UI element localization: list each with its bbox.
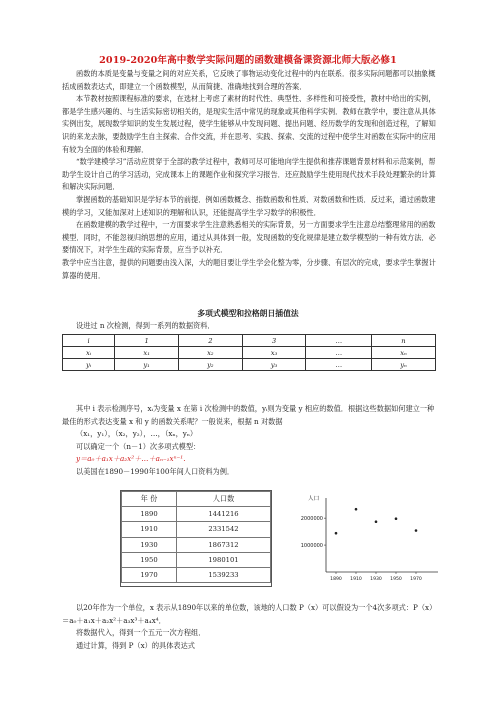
table-intro: 设进过 n 次检测，得到一系列的数据资料． bbox=[76, 321, 215, 330]
table-row bbox=[63, 335, 436, 347]
table-cell: yᵢ bbox=[63, 359, 115, 371]
table-row bbox=[122, 537, 271, 552]
x-tick-label: 1970 bbox=[410, 577, 422, 582]
x-tick-label: 1950 bbox=[390, 577, 402, 582]
table-cell: 1867312 bbox=[177, 537, 271, 552]
table-cell: 1950 bbox=[122, 552, 177, 567]
table-cell: y₁ bbox=[115, 359, 179, 371]
data-point bbox=[375, 520, 378, 523]
table-cell: n bbox=[371, 335, 435, 347]
table-cell: 1 bbox=[115, 335, 179, 347]
paragraph-3: “数学建模学习”活动应贯穿于全部的教学过程中，教师可尽可能地向学生提供和推荐课题背景材料和示范案例，帮助学生设计自己的学习活动，完成课本上的课题作业和探究学习报告．还应鼓励学生使用现代技术手段处理繁杂的计算和解决实际问题． bbox=[62, 157, 436, 192]
table-row bbox=[122, 567, 271, 582]
population-table-box bbox=[120, 490, 272, 587]
closing-paragraph: 以20年作为一个单位，x 表示从1890年以来的单位数，该地的人口数 P（x）可以假设为一个4次多项式：P（x）＝a₀＋a₁x＋a₂x²＋a₃x³＋a₄x⁴． bbox=[62, 603, 433, 625]
table-cell: y₃ bbox=[242, 359, 306, 371]
data-pairs: （x₁，y₁），（x₂，y₂），…，（xₙ，yₙ） bbox=[76, 429, 198, 439]
table-row bbox=[122, 552, 271, 567]
table-cell: … bbox=[306, 347, 372, 359]
table-cell: 1441216 bbox=[177, 507, 271, 522]
table-cell: 1910 bbox=[122, 522, 177, 537]
table-cell: xᵢ bbox=[63, 347, 115, 359]
polynomial-formula: y＝a₀＋a₁x＋a₂x²＋…＋aₙ₋₁xⁿ⁻¹. bbox=[76, 454, 186, 464]
table-header-row bbox=[122, 492, 271, 507]
y-tick-label: 1000000 bbox=[300, 542, 323, 549]
y-tick-label: 2000000 bbox=[300, 515, 323, 522]
paragraph-1: 函数的本质是变量与变量之间的对应关系，它反映了事物运动变化过程中的内在联系．很多实际问题都可以抽象概括成函数表达式，即建立一个函数模型，从而简捷、准确地找到合理的答案． bbox=[62, 69, 436, 91]
explanation-line: 可以确定一个（n－1）次多项式模型： bbox=[76, 441, 201, 451]
explanation-paragraph: 其中 i 表示检测序号，xᵢ为变量 x 在第 i 次检测中的数值，yᵢ则为变量 y 相应的数值．根据这些数据如何建立一种最佳的形式表达变量 x 和 y 的函数关系呢？一般说来，根据 n 对数据 bbox=[62, 404, 435, 426]
table-cell: y₂ bbox=[179, 359, 243, 371]
x-tick-label: 1910 bbox=[350, 577, 362, 582]
table-row bbox=[122, 522, 271, 537]
table-cell: x₂ bbox=[179, 347, 243, 359]
table-row bbox=[63, 347, 436, 359]
x-tick-label: 1930 bbox=[370, 577, 382, 582]
paragraph-4: 掌握函数的基础知识是学好本节的前提．例如函数概念、指数函数和性质、对数函数和性质．反过来，通过函数建模的学习，又能加深对上述知识的理解和认识，还能提高学生学习数学的积极性． bbox=[62, 194, 436, 217]
population-table bbox=[121, 491, 271, 583]
table-cell: 1890 bbox=[122, 507, 177, 522]
data-point bbox=[335, 532, 338, 535]
table-cell: x₃ bbox=[242, 347, 306, 359]
x-tick-label: 1890 bbox=[330, 577, 342, 582]
table-cell: 1970 bbox=[122, 567, 177, 582]
closing-text bbox=[62, 602, 436, 652]
table-cell: 1539233 bbox=[177, 567, 271, 582]
table-cell: xₙ bbox=[371, 347, 435, 359]
intro-paragraphs bbox=[62, 68, 436, 282]
data-point bbox=[355, 508, 358, 511]
example-intro: 以美国在1890－1990年100年间人口资料为例． bbox=[76, 466, 235, 476]
table-row bbox=[63, 359, 436, 371]
table-cell: i bbox=[63, 335, 115, 347]
table-cell: 1980101 bbox=[177, 552, 271, 567]
table-cell: 2331542 bbox=[177, 522, 271, 537]
header-year: 年 份 bbox=[122, 492, 177, 507]
table-cell: 2 bbox=[179, 335, 243, 347]
closing-line-1: 将数据代入，得到一个五元一次方程组． bbox=[76, 628, 206, 638]
data-point bbox=[395, 517, 398, 520]
paragraph-2: 本节教材按照课程标准的要求，在选材上考虑了素材的时代性、典型性、多样性和可接受性，教材中给出的实例，都是学生感兴趣的、与生活实际密切相关的，是现实生活中常见的现象或其他科学实例．教师在教学中，要注意从具体实例出发，展现数学知识的发生发展过程，使学生能够从中发现问题、提出问题、经历数学的发现和创造过程，了解知识的来龙去脉，要鼓励学生自主探索、合作交流，并在思考、实践、探索、交流的过程中使学生对函数在实际中的应用有较为全面的体验和理解． bbox=[62, 94, 436, 154]
table-cell: x₁ bbox=[115, 347, 179, 359]
paragraph-6: 教学中应当注意，提供的问题要由浅入深，大的题目要让学生学会化整为零，分步骤、有层次的完成，要求学生掌握计算器的使用． bbox=[62, 257, 436, 280]
paragraph-5: 在函数建模的教学过程中，一方面要求学生注意熟悉相关的实际背景，另一方面要求学生注意总结整理常用的函数模型．同时，不能忽视归纳思想的应用，通过从具体到一般，发现函数的变化规律是建立数学模型的一种有效方法．必要情况下，对学生生疏的实际背景，应当予以补充． bbox=[62, 220, 436, 255]
table-cell: 3 bbox=[242, 335, 306, 347]
table-cell: … bbox=[306, 335, 372, 347]
table-cell: … bbox=[306, 359, 372, 371]
section-title: 多项式模型和拉格朗日插值法 bbox=[197, 309, 299, 318]
explanation-text bbox=[62, 403, 436, 479]
table-cell: 1930 bbox=[122, 537, 177, 552]
table-cell: yₙ bbox=[371, 359, 435, 371]
data-point bbox=[415, 529, 418, 532]
data-table bbox=[62, 334, 436, 371]
closing-line-2: 通过计算，得到 P（x）的具体表达式 bbox=[76, 640, 195, 650]
header-population: 人口数 bbox=[177, 492, 271, 507]
table-row bbox=[122, 507, 271, 522]
population-scatter-chart bbox=[282, 490, 442, 585]
y-axis-label: 人口 bbox=[308, 496, 320, 502]
page-title: 2019-2020年高中数学实际问题的函数建模备课资源北师大版必修1 bbox=[99, 55, 397, 66]
